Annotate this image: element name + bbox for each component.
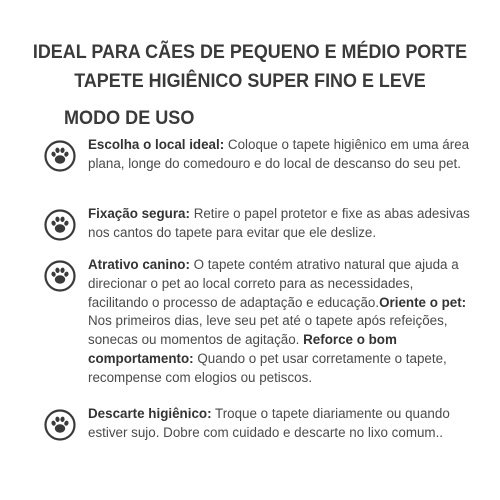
usage-item-title: Fixação segura: [88,206,190,221]
paw-icon [44,209,76,241]
headline [20,38,480,96]
usage-item-title: Descarte higiênico: [88,406,212,421]
headline-line-2: TAPETE HIGIÊNICO SUPER FINO E LEVE [74,70,426,92]
usage-item-title-guide-pet: Oriente o pet: [379,294,467,310]
usage-item-body: Troque o tapete diariamente ou quando estiver sujo. Dobre com cuidado e descarte no lixo comum.. [88,406,450,440]
usage-item-body: Retire o papel protetor e fixe as abas adesivas nos cantos do tapete para evitar que ele deslize. [88,206,470,240]
usage-item-title-reinforce: Reforce o bom comportamento: [88,332,397,366]
headline-line-1: IDEAL PARA CÃES DE PEQUENO E MÉDIO PORTE [32,41,468,63]
usage-item-text [88,256,473,388]
usage-item-body-reinforce: Quando o pet usar corretamente o tapete, recompense com elogios ou petiscos. [88,350,447,385]
usage-item-text [88,205,473,243]
usage-item-body: Coloque o tapete higiênico em uma área plana, longe do comedouro e do local de descanso do seu pet. [88,137,470,171]
section-title: MODO DE USO [64,108,195,129]
usage-item-body-guide-pet: Nos primeiros dias, leve seu pet até o tapete após refeições, sonecas ou momentos de agitação. [88,313,448,348]
paw-icon [44,409,76,441]
usage-item-title: Atrativo canino: [88,257,190,272]
paw-icon [44,140,76,172]
usage-item-text [88,405,473,443]
paw-icon [44,260,76,292]
usage-item-body: O tapete contém atrativo natural que ajuda a direcionar o pet ao local correto para as necessidades, facilitando o processo de adaptação e educação. [88,257,459,310]
usage-item-title: Escolha o local ideal: [88,137,225,152]
usage-item-text [88,136,473,174]
